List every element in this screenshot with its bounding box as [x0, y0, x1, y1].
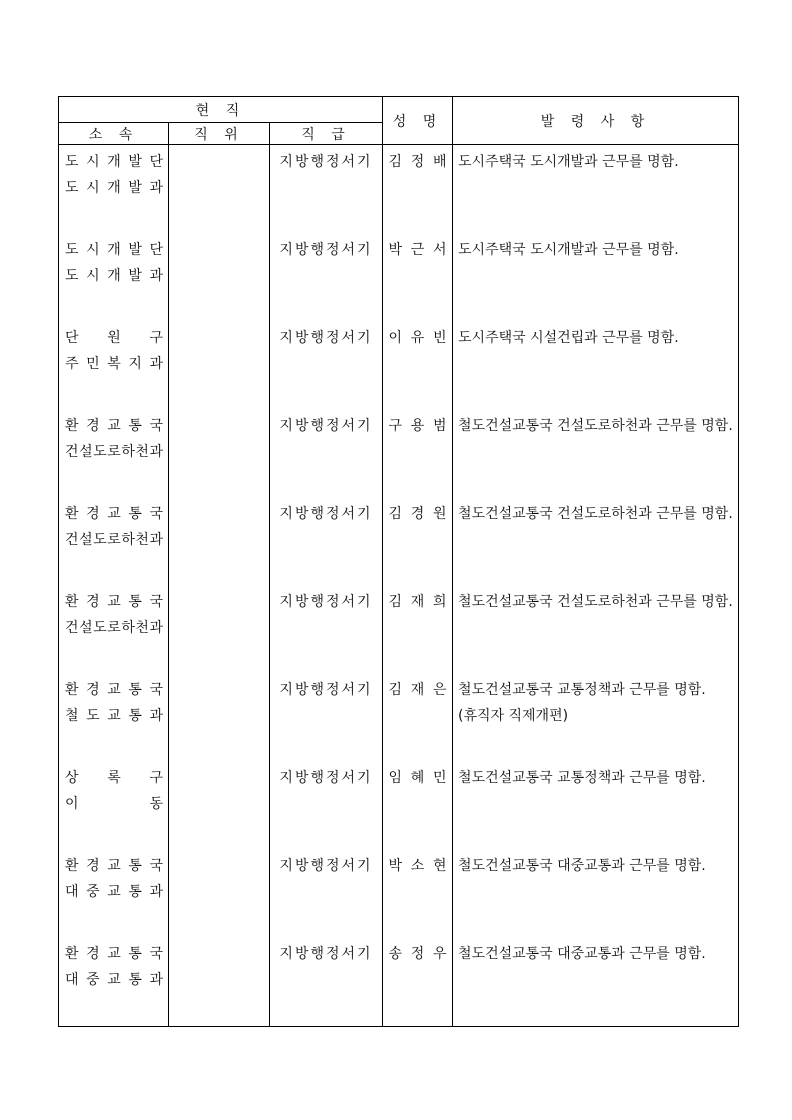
order-line-1: 철도건설교통국 대중교통과 근무를 명함.: [458, 857, 706, 874]
affiliation-line-1: 상 록 구: [65, 769, 163, 786]
grade-cell: 지방행정서기: [270, 761, 383, 849]
employee-name: 박 근 서: [388, 241, 447, 258]
table-row: [59, 145, 739, 233]
table-row: [59, 849, 739, 937]
order-line-1: 도시주택국 도시개발과 근무를 명함.: [458, 154, 679, 170]
order-cell: [453, 585, 739, 673]
header-affiliation: 소 속: [59, 123, 169, 145]
order-line-1: 철도건설교통국 건설도로하천과 근무를 명함.: [458, 417, 733, 434]
employee-name: 김 경 원: [388, 505, 447, 522]
employee-name: 김 재 희: [388, 593, 447, 610]
order-cell: [453, 321, 739, 409]
affiliation-line-1: 환 경 교 통 국: [65, 857, 163, 874]
affiliation-line-1: 환 경 교 통 국: [65, 505, 163, 522]
order-cell: [453, 673, 739, 761]
grade-cell: 지방행정서기: [270, 937, 383, 1027]
position-cell: [169, 761, 270, 849]
table-row: [59, 497, 739, 585]
table-row: [59, 321, 739, 409]
affiliation-line-1: 환 경 교 통 국: [65, 417, 163, 434]
grade-cell: 지방행정서기: [270, 585, 383, 673]
employee-name: 이 유 빈: [388, 329, 447, 346]
affiliation-cell: [59, 497, 169, 585]
affiliation-line-1: 환 경 교 통 국: [65, 681, 163, 698]
affiliation-line-1: 환 경 교 통 국: [65, 945, 163, 962]
affiliation-cell: [59, 585, 169, 673]
grade-cell: 지방행정서기: [270, 849, 383, 937]
affiliation-cell: [59, 761, 169, 849]
affiliation-line-2: 도 시 개 발 과: [65, 180, 163, 196]
employee-name: 송 정 우: [388, 945, 447, 962]
order-line-1: 철도건설교통국 건설도로하천과 근무를 명함.: [458, 505, 733, 522]
name-cell: [383, 673, 453, 761]
position-cell: [169, 233, 270, 321]
header-grade: 직 급: [270, 123, 383, 145]
order-cell: [453, 233, 739, 321]
order-cell: [453, 849, 739, 937]
employee-name: 임 혜 민: [388, 769, 447, 786]
position-cell: [169, 321, 270, 409]
affiliation-line-1: 환 경 교 통 국: [65, 593, 163, 610]
order-line-1: 도시주택국 시설건립과 근무를 명함.: [458, 329, 679, 346]
order-line-1: 철도건설교통국 건설도로하천과 근무를 명함.: [458, 593, 733, 610]
affiliation-line-2: 건 설 도 로 하 천 과: [65, 619, 163, 636]
affiliation-line-1: 도 시 개 발 단: [65, 154, 163, 170]
name-cell: [383, 145, 453, 233]
grade-cell: 지방행정서기: [270, 145, 383, 233]
name-cell: [383, 497, 453, 585]
name-cell: [383, 761, 453, 849]
order-cell: [453, 145, 739, 233]
affiliation-cell: [59, 409, 169, 497]
position-cell: [169, 497, 270, 585]
affiliation-line-2: 도 시 개 발 과: [65, 267, 163, 284]
header-position: 직 위: [169, 123, 270, 145]
header-current-position: 현 직: [59, 97, 383, 123]
affiliation-cell: [59, 849, 169, 937]
order-line-1: 철도건설교통국 대중교통과 근무를 명함.: [458, 945, 706, 962]
affiliation-line-2: 이 동: [65, 795, 163, 812]
name-cell: [383, 321, 453, 409]
table-row: [59, 937, 739, 1027]
name-cell: [383, 409, 453, 497]
grade-cell: 지방행정서기: [270, 321, 383, 409]
affiliation-cell: [59, 233, 169, 321]
header-order: 발 령 사 항: [453, 97, 739, 145]
order-line-1: 도시주택국 도시개발과 근무를 명함.: [458, 241, 679, 258]
table-row: [59, 673, 739, 761]
affiliation-line-2: 철 도 교 통 과: [65, 707, 163, 724]
position-cell: [169, 937, 270, 1027]
name-cell: [383, 937, 453, 1027]
order-cell: [453, 761, 739, 849]
table-row: [59, 761, 739, 849]
grade-cell: 지방행정서기: [270, 409, 383, 497]
employee-name: 박 소 현: [388, 857, 447, 874]
position-cell: [169, 409, 270, 497]
affiliation-line-1: 도 시 개 발 단: [65, 241, 163, 258]
name-cell: [383, 233, 453, 321]
affiliation-line-1: 단 원 구: [65, 329, 163, 346]
affiliation-cell: [59, 145, 169, 233]
affiliation-line-2: 대 중 교 통 과: [65, 971, 163, 988]
order-cell: [453, 937, 739, 1027]
affiliation-cell: [59, 937, 169, 1027]
position-cell: [169, 673, 270, 761]
order-cell: [453, 409, 739, 497]
table-row: [59, 233, 739, 321]
name-cell: [383, 585, 453, 673]
employee-name: 김 정 배: [388, 154, 447, 170]
employee-name: 김 재 은: [388, 681, 447, 698]
table-body: [59, 145, 739, 1027]
affiliation-line-2: 대 중 교 통 과: [65, 883, 163, 900]
order-cell: [453, 497, 739, 585]
affiliation-cell: [59, 673, 169, 761]
order-line-2: (휴직자 직제개편): [458, 707, 569, 724]
order-line-1: 철도건설교통국 교통정책과 근무를 명함.: [458, 681, 706, 698]
affiliation-line-2: 주 민 복 지 과: [65, 355, 163, 372]
position-cell: [169, 849, 270, 937]
affiliation-cell: [59, 321, 169, 409]
position-cell: [169, 585, 270, 673]
order-line-1: 철도건설교통국 교통정책과 근무를 명함.: [458, 769, 706, 786]
table-row: [59, 585, 739, 673]
name-cell: [383, 849, 453, 937]
grade-cell: 지방행정서기: [270, 673, 383, 761]
table-row: [59, 409, 739, 497]
employee-name: 구 용 범: [388, 417, 447, 434]
affiliation-line-2: 건 설 도 로 하 천 과: [65, 443, 163, 460]
grade-cell: 지방행정서기: [270, 233, 383, 321]
position-cell: [169, 145, 270, 233]
personnel-table: [58, 96, 739, 1027]
affiliation-line-2: 건 설 도 로 하 천 과: [65, 531, 163, 548]
grade-cell: 지방행정서기: [270, 497, 383, 585]
header-name: 성 명: [383, 97, 453, 145]
